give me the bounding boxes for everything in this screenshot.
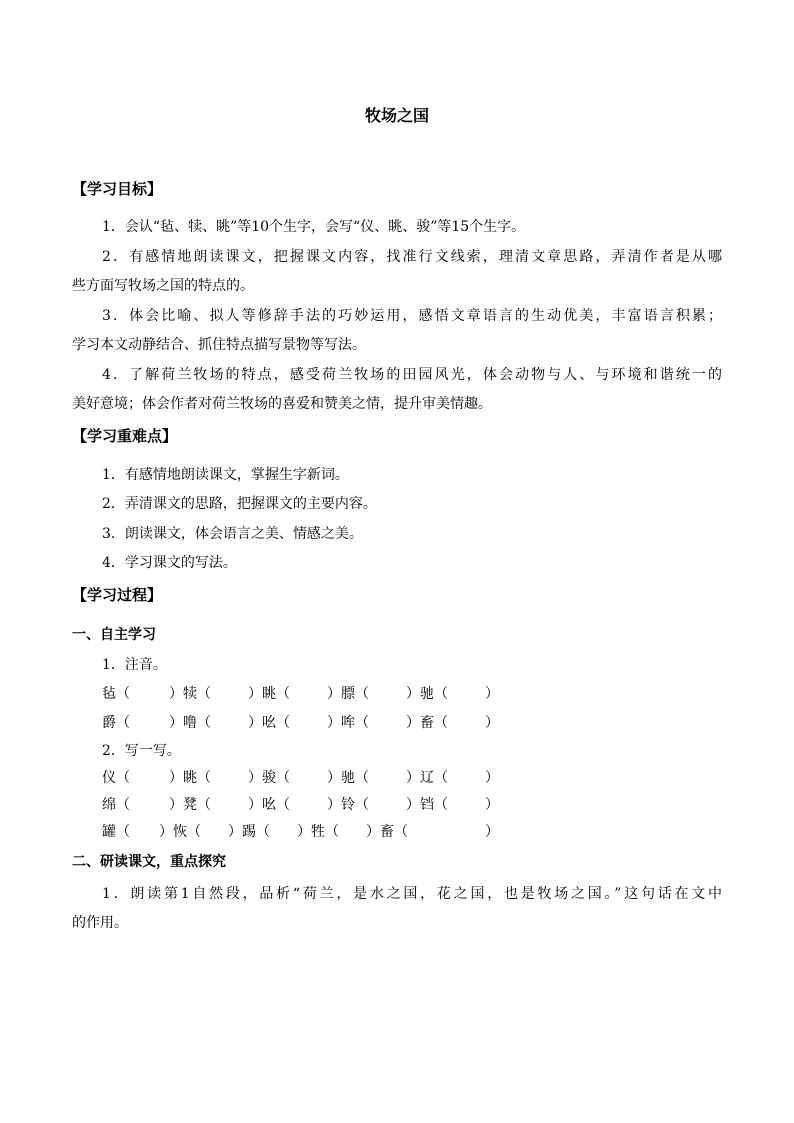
blank-cell[interactable]: ）畜（ (406, 715, 448, 731)
blank-cell[interactable]: ）膘（ (327, 686, 369, 702)
blank-cell[interactable]: ）眺（ (169, 770, 211, 786)
blank-cell[interactable]: 仪（ (102, 770, 130, 786)
writing-row (102, 822, 542, 842)
blank-cell[interactable]: ）驰（ (406, 686, 448, 702)
blank-cell[interactable]: ）吆（ (248, 797, 290, 813)
blank-cell: ） (485, 686, 499, 702)
pinyin-row (102, 684, 542, 704)
blank-cell[interactable]: ）吆（ (248, 715, 290, 731)
goal-item-continuation: 美好意境；体会作者对荷兰牧场的喜爱和赞美之情，提升审美情趣。 (72, 396, 492, 412)
goal-item-continuation: 些方面写牧场之国的特点的。 (72, 278, 254, 294)
key-point-item: 3．朗读课文，体会语言之美、情感之美。 (102, 526, 363, 542)
blank-cell[interactable]: ）哞（ (327, 715, 369, 731)
blank-cell[interactable]: 绵（ (102, 797, 130, 813)
blank-cell[interactable]: ）铛（ (406, 797, 448, 813)
blank-cell[interactable]: ）辽（ (406, 770, 448, 786)
blank-cell: ） (485, 715, 499, 731)
writing-row (102, 768, 542, 788)
blank-cell: ） (485, 824, 499, 840)
key-point-item: 1．有感情地朗读课文，掌握生字新词。 (102, 467, 349, 483)
goal-item: 4．了解荷兰牧场的特点，感受荷兰牧场的田园风光，体会动物与人、与环境和谐统一的 (102, 367, 722, 383)
study-text-heading: 二、研读课文，重点探究 (72, 854, 226, 870)
goals-heading: 【学习目标】 (72, 180, 163, 198)
key-point-item: 4．学习课文的写法。 (102, 555, 237, 571)
writing-row (102, 795, 542, 815)
blank-cell[interactable]: ）畜（ (366, 824, 408, 840)
blank-cell[interactable]: ）骏（ (248, 770, 290, 786)
blank-cell[interactable]: ）犊（ (169, 686, 211, 702)
key-points-heading: 【学习重难点】 (72, 427, 178, 445)
blank-cell[interactable]: 爵（ (102, 715, 130, 731)
goal-item: 3．体会比喻、拟人等修辞手法的巧妙运用，感悟文章语言的生动优美，丰富语言积累； (102, 308, 722, 324)
blank-cell[interactable]: ）踢（ (228, 824, 270, 840)
self-study-heading: 一、自主学习 (72, 627, 156, 643)
question-item: 1．朗读第1自然段，品析“荷兰，是水之国，花之国，也是牧场之国。”这句话在文中 (102, 886, 722, 902)
goal-item-continuation: 学习本文动静结合、抓住特点描写景物等写法。 (72, 337, 366, 353)
task-label: 1．注音。 (102, 657, 167, 673)
blank-cell[interactable]: ）凳（ (169, 797, 211, 813)
blank-cell[interactable]: 罐（ (102, 824, 130, 840)
blank-cell[interactable]: ）驰（ (327, 770, 369, 786)
blank-cell[interactable]: ）牲（ (297, 824, 339, 840)
blank-cell: ） (485, 770, 499, 786)
task-label: 2．写一写。 (102, 743, 181, 759)
question-item-continuation: 的作用。 (72, 915, 128, 931)
process-heading: 【学习过程】 (72, 586, 163, 604)
key-point-item: 2．弄清课文的思路，把握课文的主要内容。 (102, 496, 377, 512)
blank-cell: ） (485, 797, 499, 813)
blank-cell[interactable]: ）恢（ (159, 824, 201, 840)
goal-item: 1．会认“毡、犊、眺”等10个生字，会写“仪、眺、骏”等15个生字。 (102, 219, 526, 235)
page-title: 牧场之国 (364, 106, 429, 125)
blank-cell[interactable]: ）噜（ (169, 715, 211, 731)
blank-cell[interactable]: 毡（ (102, 686, 130, 702)
blank-cell[interactable]: ）铃（ (327, 797, 369, 813)
pinyin-row (102, 713, 542, 733)
goal-item: 2．有感情地朗读课文，把握课文内容，找准行文线索，理清文章思路，弄清作者是从哪 (102, 249, 722, 265)
blank-cell[interactable]: ）眺（ (248, 686, 290, 702)
